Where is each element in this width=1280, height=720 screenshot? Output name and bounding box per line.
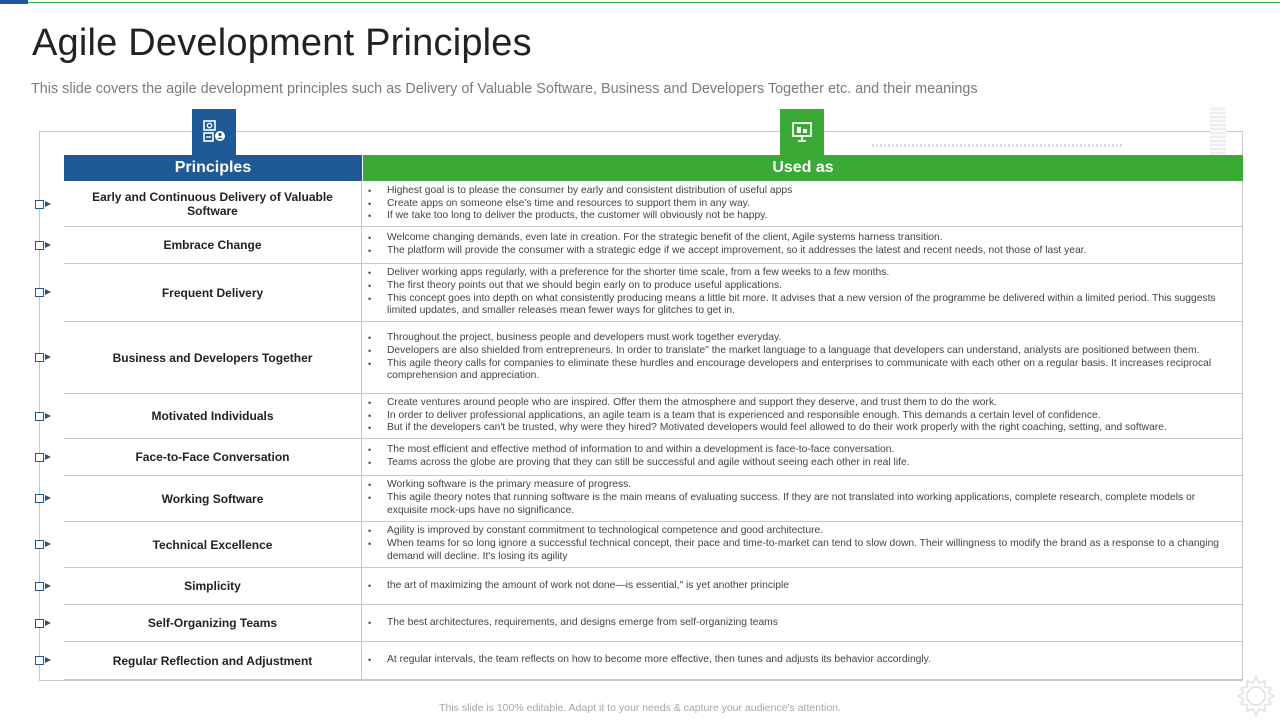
bullet-dot-icon: • (368, 397, 372, 408)
table-row (64, 182, 1243, 227)
bullet-dot-icon: • (368, 526, 372, 537)
bullet-dot-icon: • (368, 539, 372, 550)
used-as-bullet (368, 198, 1235, 211)
used-as-bullet (368, 410, 1235, 423)
used-as-bullet (368, 580, 1235, 593)
used-as-bullet (368, 617, 1235, 630)
table-row (64, 394, 1243, 439)
bullet-dot-icon: • (368, 493, 372, 504)
table-row (64, 476, 1243, 522)
decorative-block (1210, 106, 1226, 158)
used-as-bullet (368, 358, 1235, 384)
table-row (64, 568, 1243, 605)
bullet-text: Teams across the globe are proving that they can still be successful and agile without seeing each other in real life. (387, 457, 910, 468)
principles-header: Principles (64, 155, 362, 181)
used-as-bullet (368, 345, 1235, 358)
presentation-board-icon (788, 118, 816, 146)
decorative-lines (872, 144, 1122, 147)
used-as-icon-box (780, 109, 824, 155)
bullet-dot-icon: • (368, 410, 372, 421)
bullet-dot-icon: • (368, 293, 372, 304)
bullet-dot-icon: • (368, 480, 372, 491)
principle-name: Regular Reflection and Adjustment (64, 642, 362, 679)
row-marker-icon (35, 353, 53, 363)
principle-name: Frequent Delivery (64, 264, 362, 321)
row-marker-icon (35, 619, 53, 629)
row-marker-icon (35, 494, 53, 504)
bullet-text: Agility is improved by constant commitment to technological competence and good architecture. (387, 525, 824, 537)
row-marker-icon (35, 582, 53, 592)
bullet-text: This concept goes into depth on what consistently producing means a little bit more. It advises that a new version of the programme be delivered within a limited period. This suggests limited updates, and smaller releases mean fewer ways for glitches to get in. (387, 292, 1216, 317)
gear-icon (1234, 674, 1278, 718)
used-as-bullet (368, 397, 1235, 410)
row-marker-icon (35, 656, 53, 666)
row-marker-icon (35, 288, 53, 298)
used-as-cell (362, 439, 1243, 475)
bullet-text: If we take too long to deliver the products, the customer will obviously not be happy. (387, 210, 768, 222)
bullet-text: The first theory points out that we should begin early on to produce useful applications. (387, 279, 782, 291)
used-as-cell (362, 522, 1243, 567)
bullet-text: When teams for so long ignore a successful technical concept, their pace and time-to-market can tend to slow down. Their willingness to modify the brand as a response to a changing demand will decline. It's losing its agility (387, 538, 1220, 562)
bullet-dot-icon: • (368, 280, 372, 291)
used-as-cell (362, 568, 1243, 604)
used-as-cell (362, 394, 1243, 438)
used-as-header: Used as (363, 155, 1243, 181)
bullet-text: Throughout the project, business people and developers must work together everyday. (387, 331, 782, 343)
bullet-text: Highest goal is to please the consumer by early and consistent distribution of useful apps (387, 184, 793, 196)
row-marker-icon (35, 412, 53, 422)
bullet-text: The platform will provide the consumer with a strategic edge if we accept improvement, so it addresses the latest and recent needs, not those of last year. (387, 245, 1087, 256)
used-as-bullet (368, 232, 1235, 245)
table-row (64, 264, 1243, 322)
principle-name: Simplicity (64, 568, 362, 604)
bullet-text: This agile theory notes that running software is the main means of evaluating success. If they are not translated into working applications, complete research, complete models or exquisite mock-ups have no significance. (387, 492, 1196, 516)
principle-name: Technical Excellence (64, 522, 362, 567)
used-as-bullet (368, 479, 1235, 492)
bullet-dot-icon: • (368, 267, 372, 278)
bullet-dot-icon: • (368, 233, 372, 244)
bullet-text: Welcome changing demands, even late in creation. For the strategic benefit of the client, Agile systems harness transition. (387, 232, 943, 244)
principle-name: Working Software (64, 476, 362, 521)
used-as-cell (362, 227, 1243, 263)
used-as-bullet (368, 457, 1235, 470)
used-as-cell (362, 605, 1243, 641)
used-as-bullet (368, 525, 1235, 538)
bullet-text: At regular intervals, the team reflects on how to become more effective, then tunes and adjusts its behavior accordingly. (387, 654, 931, 666)
bullet-dot-icon: • (368, 580, 372, 591)
used-as-bullet (368, 444, 1235, 457)
used-as-bullet (368, 422, 1235, 435)
bullet-text: the art of maximizing the amount of work not done—is essential," is yet another principle (387, 579, 790, 591)
bullet-text: Working software is the primary measure of progress. (387, 479, 632, 491)
bullet-dot-icon: • (368, 345, 372, 356)
bullet-dot-icon: • (368, 458, 372, 468)
page-title: Agile Development Principles (32, 22, 532, 64)
used-as-cell (362, 264, 1243, 321)
bullet-text: This agile theory calls for companies to eliminate these hurdles and encourage developers and enterprises to communicate with each other on a regular basis. It increases reciprocal comprehension and appreciation. (387, 357, 1212, 382)
table-row (64, 605, 1243, 642)
principle-name: Embrace Change (64, 227, 362, 263)
top-rule (0, 2, 1280, 3)
principles-icon (200, 118, 228, 146)
bullet-text: The best architectures, requirements, and designs emerge from self-organizing teams (387, 616, 778, 628)
used-as-bullet (368, 210, 1235, 223)
table-row (64, 642, 1243, 680)
principle-name: Early and Continuous Delivery of Valuable Software (64, 182, 362, 226)
used-as-bullet (368, 293, 1235, 319)
principle-name: Business and Developers Together (64, 322, 362, 393)
used-as-bullet (368, 280, 1235, 293)
bullet-dot-icon: • (368, 423, 372, 434)
page-subtitle: This slide covers the agile development principles such as Delivery of Valuable Software, Business and Developers Together etc. and their meanings (31, 81, 978, 97)
table-row (64, 227, 1243, 264)
top-accent-bar (0, 0, 28, 4)
table-row (64, 522, 1243, 568)
bullet-dot-icon: • (368, 185, 372, 196)
used-as-bullet (368, 538, 1235, 564)
used-as-cell (362, 476, 1243, 521)
bullet-text: Developers are also shielded from entrepreneurs. In order to translate" the market language to a language that developers can understand, analysts are positioned between them. (387, 344, 1200, 356)
used-as-bullet (368, 185, 1235, 198)
bullet-dot-icon: • (368, 198, 372, 209)
used-as-bullet (368, 245, 1235, 258)
used-as-cell (362, 182, 1243, 226)
bullet-text: In order to deliver professional applications, an agile team is a team that is experienced and responsible enough. This demands a certain level of confidence. (387, 409, 1101, 421)
bullet-text: The most efficient and effective method of information to and within a development is face-to-face conversation. (387, 444, 895, 456)
bullet-dot-icon: • (368, 358, 372, 369)
table-row (64, 439, 1243, 476)
row-marker-icon (35, 453, 53, 463)
used-as-bullet (368, 492, 1235, 518)
footer-note: This slide is 100% editable. Adapt it to your needs & capture your audience's attention. (439, 702, 841, 714)
bullet-text: Create ventures around people who are inspired. Offer them the atmosphere and support they deserve, and trust them to do the work. (387, 396, 997, 408)
bullet-text: But if the developers can't be trusted, why were they hired? Motivated developers would feel allowed to do their work properly with the right coaching, setting, and software. (387, 422, 1167, 434)
bullet-dot-icon: • (368, 332, 372, 343)
used-as-cell (362, 322, 1243, 393)
bullet-dot-icon: • (368, 617, 372, 628)
principle-name: Motivated Individuals (64, 394, 362, 438)
used-as-bullet (368, 267, 1235, 280)
principles-icon-box (192, 109, 236, 155)
row-marker-icon (35, 540, 53, 550)
bullet-dot-icon: • (368, 211, 372, 222)
row-marker-icon (35, 200, 53, 210)
row-marker-icon (35, 241, 53, 251)
table-row (64, 322, 1243, 394)
bullet-text: Create apps on someone else's time and resources to support them in any way. (387, 197, 750, 209)
used-as-cell (362, 642, 1243, 679)
bullet-dot-icon: • (368, 655, 372, 666)
principle-name: Self-Organizing Teams (64, 605, 362, 641)
bullet-dot-icon: • (368, 246, 372, 256)
bullet-dot-icon: • (368, 445, 372, 456)
used-as-bullet (368, 332, 1235, 345)
used-as-bullet (368, 654, 1235, 667)
principle-name: Face-to-Face Conversation (64, 439, 362, 475)
bullet-text: Deliver working apps regularly, with a preference for the shorter time scale, from a few weeks to a few months. (387, 266, 890, 278)
